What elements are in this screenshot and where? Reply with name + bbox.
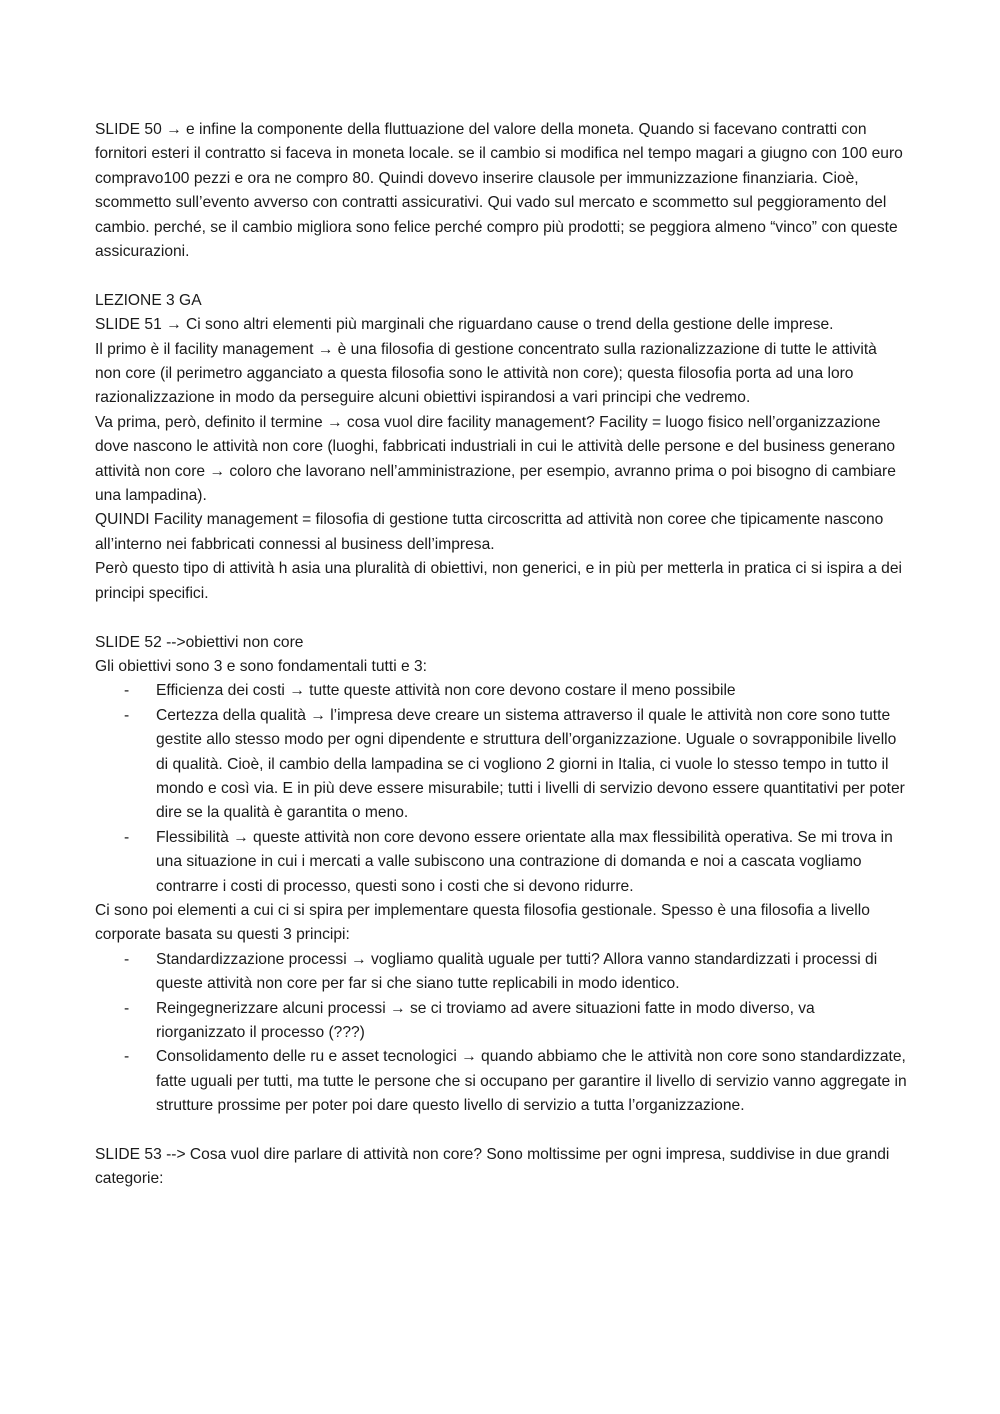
paragraph-facility-summary: QUINDI Facility management = filosofia di gestione tutta circoscritta ad attività non coree che tipicamente nascono all’interno nei fabbricati connessi al business dell’impresa.	[95, 511, 884, 553]
list-item	[95, 1045, 907, 1118]
paragraph-gap	[95, 264, 907, 288]
lesson-heading: LEZIONE 3 GA	[95, 291, 202, 309]
list-item	[95, 679, 907, 703]
paragraph-objectives-intro: Gli obiettivi sono 3 e sono fondamentali tutti e 3:	[95, 657, 427, 675]
dash-bullet: -	[124, 999, 130, 1017]
paragraph-gap	[95, 606, 907, 630]
list-item	[95, 997, 907, 1046]
list-item-text: Flessibilità → queste attività non core devono essere orientate alla max flessibilità operativa. Se mi trova in una situazione in cui i mercati a valle subiscono una contrazione di domanda e noi a cascata vogliamo contrarre i costi di processo, questi sono i costi che si devono ridurre.	[156, 828, 893, 895]
dash-bullet: -	[124, 828, 130, 846]
paragraph-facility-intro: Il primo è il facility management → è una filosofia di gestione concentrato sulla razionalizzazione di tutte le attività non core (il perimetro agganciato a questa filosofia sono le attività non core); questa filosofia porta ad una loro razionalizzazione in modo da perseguire alcuni obiettivi ispirandosi a vari principi che vedremo.	[95, 340, 877, 407]
paragraph-slide-53: SLIDE 53 --> Cosa vuol dire parlare di attività non core? Sono moltissime per ogni impresa, suddivise in due grandi categorie:	[95, 1146, 890, 1188]
paragraph-gap	[95, 1119, 907, 1143]
list-item	[95, 826, 907, 899]
dash-bullet: -	[124, 706, 130, 724]
principles-list	[95, 948, 907, 1119]
paragraph-principles-intro: Ci sono poi elementi a cui ci si spira per implementare questa filosofia gestionale. Spesso è una filosofia a livello corporate basata su questi 3 principi:	[95, 901, 870, 944]
paragraph-slide-51: SLIDE 51 → Ci sono altri elementi più marginali che riguardano cause o trend della gestione delle imprese.	[95, 316, 834, 334]
paragraph-slide-50: SLIDE 50 → e infine la componente della fluttuazione del valore della moneta. Quando si facevano contratti con fornitori esteri il contratto si faceva in moneta locale. se il cambio si modifica nel tempo magari a giugno con 100 euro compravo100 pezzi e ora ne compro 80. Quindi dovevo inserire clausole per immunizzazione finanziaria. Cioè, scommetto sull’evento avverso con contratti assicurativi. Qui vado sul mercato e scommetto sul peggioramento del cambio. perché, se il cambio migliora sono felice perché compro più prodotti; se peggiora almeno “vinco” con queste assicurazioni.	[95, 121, 903, 261]
list-item-text: Certezza della qualità → l’impresa deve creare un sistema attraverso il quale le attività non core sono tutte gestite allo stesso modo per ogni dipendente e struttura dell’organizzazione. Uguale o sovrapponibile livello di qualità. Cioè, il cambio della lampadina se ci vogliono 2 giorni in Italia, ci vuole lo stesso tempo in tutto il mondo e così via. E in più deve essere misurabile; tutti i livelli di servizio devono essere quantitativi per poter dire se la qualità è garantita o meno.	[156, 706, 905, 822]
paragraph-facility-definition: Va prima, però, definito il termine → cosa vuol dire facility management? Facility = luogo fisico nell’organizzazione dove nascono le attività non core (luoghi, fabbricati industriali in cui le attività delle persone e del business generano attività non core → coloro che lavorano nell’amministrazione, per esempio, avranno prima o poi bisogno di cambiare una lampadina).	[95, 413, 896, 505]
dash-bullet: -	[124, 682, 130, 700]
list-item-text: Reingegnerizzare alcuni processi → se ci troviamo ad avere situazioni fatte in modo diverso, va riorganizzato il processo (???)	[156, 999, 815, 1041]
paragraph-objectives-principles: Però questo tipo di attività h asia una pluralità di obiettivi, non generici, e in più per metterla in pratica ci si ispira a dei principi specifici.	[95, 560, 902, 602]
document-page	[95, 118, 907, 1192]
list-item	[95, 704, 907, 826]
objectives-list	[95, 679, 907, 899]
list-item-text: Consolidamento delle ru e asset tecnologici → quando abbiamo che le attività non core sono standardizzate, fatte uguali per tutti, ma tutte le persone che si occupano per garantire il livello di servizio vanno aggregate in strutture prossime per poter poi dare questo livello di servizio a tutta l’organizzazione.	[156, 1048, 907, 1115]
list-item-text: Standardizzazione processi → vogliamo qualità uguale per tutti? Allora vanno standardizzati i processi di queste attività non core per far si che siano tutte replicabili in modo identico.	[156, 950, 878, 993]
dash-bullet: -	[124, 950, 130, 968]
paragraph-slide-52: SLIDE 52 -->obiettivi non core	[95, 633, 304, 651]
list-item	[95, 948, 907, 997]
dash-bullet: -	[124, 1048, 130, 1066]
list-item-text: Efficienza dei costi → tutte queste attività non core devono costare il meno possibile	[156, 682, 736, 700]
